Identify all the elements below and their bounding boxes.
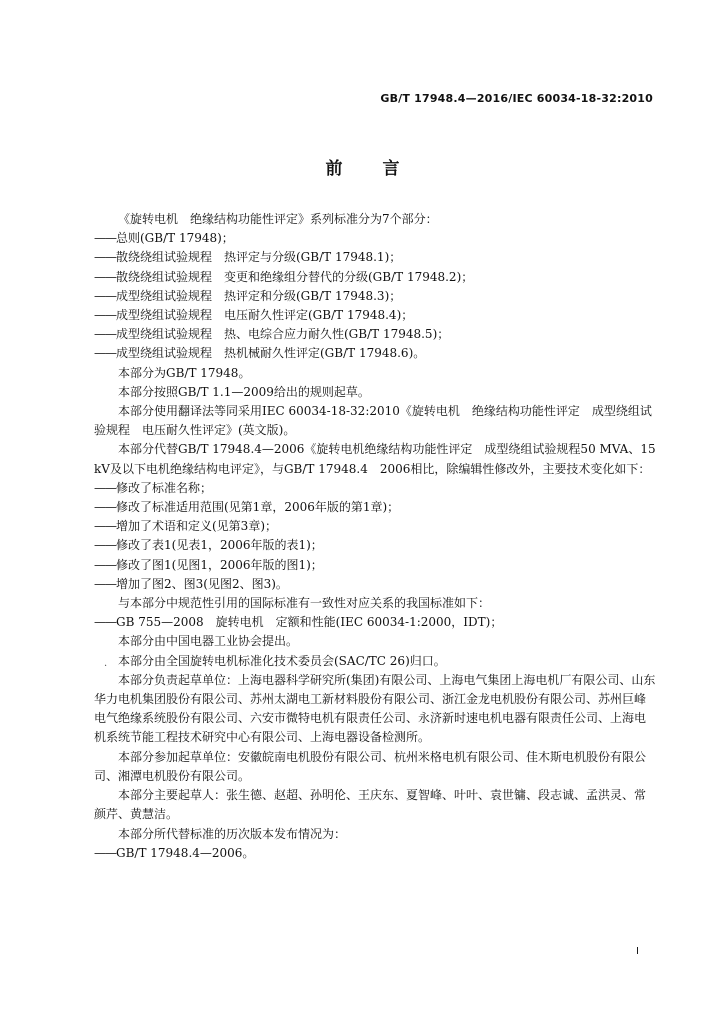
drafting-units-paragraph: 本部分负责起草单位：上海电器科学研究所(集团)有限公司、上海电气集团上海电机厂有限公司、山东华力电机集团股份有限公司、苏州太湖电工新材料股份有限公司、浙江金龙电机股份有限公司、苏州巨峰电气绝缘系统股份有限公司、六安市微特电机有限责任公司、永济新时速电机电器有限责任公司、上海电机系统节能工程技术研究中心有限公司、上海电器设备检测所。 xyxy=(94,672,656,745)
change-item: —— 增加了术语和定义(见第3章)； xyxy=(94,517,656,536)
part-statement-paragraph: 本部分为GB/T 17948。 xyxy=(118,365,251,380)
margin-mark: · xyxy=(104,661,108,672)
standard-number-header: GB/T 17948.4—2016/IEC 60034-18-32:2010 xyxy=(380,92,653,105)
series-part-item: —— 散绕绕组试验规程 热评定与分级(GB/T 17948.1)； xyxy=(94,248,656,267)
series-part-item: —— 成型绕组试验规程 热机械耐久性评定(GB/T 17948.6)。 xyxy=(94,344,656,363)
version-history-item: —— GB/T 17948.4—2006。 xyxy=(94,844,656,863)
page-title: 前言 xyxy=(325,159,440,179)
corresponding-standard-item: —— GB 755—2008 旋转电机 定额和性能(IEC 60034-1:2000，IDT)； xyxy=(94,613,656,632)
series-part-item: —— 散绕绕组试验规程 变更和绝缘组分替代的分级(GB/T 17948.2)； xyxy=(94,268,656,287)
series-part-item: —— 成型绕组试验规程 热、电综合应力耐久性(GB/T 17948.5)； xyxy=(94,325,656,344)
series-intro-paragraph: 《旋转电机 绝缘结构功能性评定》系列标准分为7个部分： xyxy=(118,212,438,226)
change-item: —— 修改了表1(见表1，2006年版的表1)； xyxy=(94,536,656,555)
page-number: I xyxy=(636,946,639,957)
correspondence-paragraph: 与本部分中规范性引用的国际标准有一致性对应关系的我国标准如下： xyxy=(118,596,491,611)
series-part-item: —— 总则(GB/T 17948)； xyxy=(94,229,656,248)
proposer-paragraph: 本部分由中国电器工业协会提出。 xyxy=(118,634,299,649)
change-item: —— 修改了标准名称； xyxy=(94,479,656,498)
change-item: —— 增加了图2、图3(见图2、图3)。 xyxy=(94,575,656,594)
preface-body xyxy=(94,210,656,863)
participating-units-paragraph: 本部分参加起草单位：安徽皖南电机股份有限公司、杭州米格电机有限公司、佳木斯电机股份有限公司、湘潭电机股份有限公司。 xyxy=(94,749,647,783)
series-part-item: —— 成型绕组试验规程 热评定和分级(GB/T 17948.3)； xyxy=(94,287,656,306)
drafting-rules-paragraph: 本部分按照GB/T 1.1—2009给出的规则起草。 xyxy=(118,384,370,399)
committee-paragraph: 本部分由全国旋转电机标准化技术委员会(SAC/TC 26)归口。 xyxy=(118,653,446,668)
drafters-paragraph: 本部分主要起草人：张生德、赵超、孙明伦、王庆东、夏智峰、叶叶、袁世镛、段志诚、孟洪灵、常颜芹、黄慧洁。 xyxy=(94,788,647,822)
series-part-item: —— 成型绕组试验规程 电压耐久性评定(GB/T 17948.4)； xyxy=(94,306,656,325)
change-item: —— 修改了标准适用范围(见第1章，2006年版的第1章)； xyxy=(94,498,656,517)
version-history-paragraph: 本部分所代替标准的历次版本发布情况为： xyxy=(118,826,347,841)
change-item: —— 修改了图1(见图1，2006年版的图1)； xyxy=(94,556,656,575)
adoption-paragraph: 本部分使用翻译法等同采用IEC 60034-18-32:2010《旋转电机 绝缘结构功能性评定 成型绕组试验规程 电压耐久性评定》(英文版)。 xyxy=(94,404,652,438)
replacement-paragraph: 本部分代替GB/T 17948.4—2006《旋转电机绝缘结构功能性评定 成型绕组试验规程50 MVA、15 kV及以下电机绝缘结构电评定》，与GB/T 17948.4 2006相比，除编辑性修改外，主要技术变化如下： xyxy=(94,442,656,476)
